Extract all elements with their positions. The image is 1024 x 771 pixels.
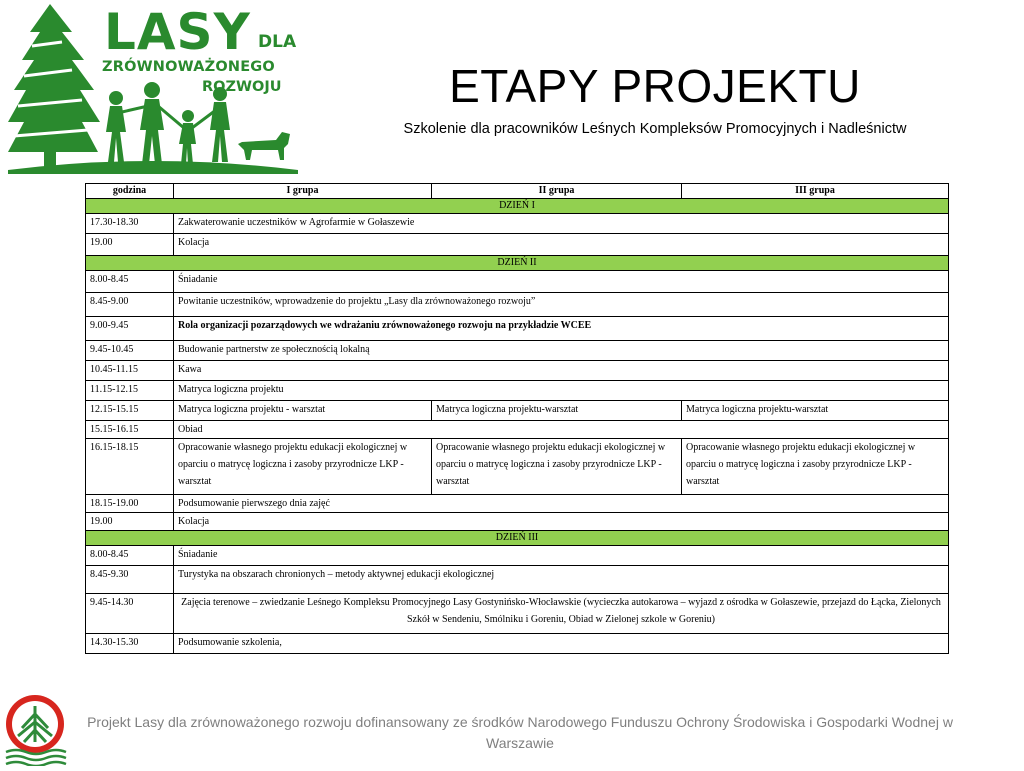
activity-cell-all-groups: Kolacja — [174, 513, 949, 531]
time-cell: 9.45-10.45 — [86, 341, 174, 361]
table-row — [86, 439, 949, 495]
table-row — [86, 546, 949, 566]
activity-cell-group-2: Opracowanie własnego projektu edukacji ekologicznej w oparciu o matrycę logiczna i zasoby przyrodnicze LKP -warsztat — [432, 439, 682, 495]
activity-cell-group-3: Matryca logiczna projektu-warsztat — [682, 401, 949, 421]
table-row — [86, 421, 949, 439]
day-label: DZIEŃ I — [86, 199, 949, 214]
lasy-logo — [2, 2, 302, 174]
table-row — [86, 341, 949, 361]
schedule-table — [85, 183, 949, 654]
activity-cell-all-groups: Turystyka na obszarach chronionych – metody aktywnej edukacji ekologicznej — [174, 566, 949, 594]
table-row — [86, 401, 949, 421]
day-header-row — [86, 531, 949, 546]
table-row — [86, 293, 949, 317]
logo-word-lasy: LASY — [104, 3, 251, 61]
nfosigw-logo — [2, 694, 68, 766]
time-cell: 17.30-18.30 — [86, 214, 174, 234]
logo-word-dla: DLA — [258, 32, 297, 52]
activity-cell-all-groups: Śniadanie — [174, 271, 949, 293]
time-cell: 9.45-14.30 — [86, 594, 174, 634]
page-subtitle: Szkolenie dla pracowników Leśnych Kompleksów Promocyjnych i Nadleśnictw — [403, 121, 907, 137]
table-row — [86, 214, 949, 234]
table-row — [86, 513, 949, 531]
column-header-group-2: II grupa — [432, 184, 682, 199]
logo-word-zrownowazonego: ZRÓWNOWAŻONEGO — [102, 59, 275, 75]
activity-cell-all-groups: Kawa — [174, 361, 949, 381]
day-header-row — [86, 256, 949, 271]
time-cell: 16.15-18.15 — [86, 439, 174, 495]
table-row — [86, 234, 949, 256]
time-cell: 11.15-12.15 — [86, 381, 174, 401]
activity-cell-all-groups: Podsumowanie pierwszego dnia zajęć — [174, 495, 949, 513]
day-label: DZIEŃ III — [86, 531, 949, 546]
fund-emblem-icon — [2, 694, 68, 766]
time-cell: 8.00-8.45 — [86, 546, 174, 566]
activity-cell-all-groups: Podsumowanie szkolenia, — [174, 634, 949, 654]
time-cell: 9.00-9.45 — [86, 317, 174, 341]
time-cell: 10.45-11.15 — [86, 361, 174, 381]
column-header-group-3: III grupa — [682, 184, 949, 199]
table-row — [86, 634, 949, 654]
time-cell: 19.00 — [86, 513, 174, 531]
column-header-time: godzina — [86, 184, 174, 199]
day-header-row — [86, 199, 949, 214]
activity-cell-all-groups: Matryca logiczna projektu — [174, 381, 949, 401]
activity-cell-all-groups: Rola organizacji pozarządowych we wdrażaniu zrównoważonego rozwoju na przykładzie WCEE — [174, 317, 949, 341]
activity-cell-group-1: Matryca logiczna projektu - warsztat — [174, 401, 432, 421]
table-row — [86, 381, 949, 401]
activity-cell-all-groups: Kolacja — [174, 234, 949, 256]
time-cell: 14.30-15.30 — [86, 634, 174, 654]
page-title: ETAPY PROJEKTU — [449, 60, 861, 112]
activity-cell-all-groups: Powitanie uczestników, wprowadzenie do projektu „Lasy dla zrównoważonego rozwoju” — [174, 293, 949, 317]
time-cell: 19.00 — [86, 234, 174, 256]
column-header-group-1: I grupa — [174, 184, 432, 199]
table-row — [86, 317, 949, 341]
time-cell: 8.45-9.00 — [86, 293, 174, 317]
time-cell: 18.15-19.00 — [86, 495, 174, 513]
table-row — [86, 361, 949, 381]
day-label: DZIEŃ II — [86, 256, 949, 271]
activity-cell-all-groups: Zajęcia terenowe – zwiedzanie Leśnego Kompleksu Promocyjnego Lasy Gostynińsko-Włocławskie (wycieczka autokarowa – wyjazd z ośrodka w Gołaszewie, przejazd do Łącka, Zielonych Szkół w Sendeniu, Smólniku i Goreniu, Obiad w Zielonej szkole w Goreniu) — [174, 594, 949, 634]
activity-cell-all-groups: Obiad — [174, 421, 949, 439]
activity-cell-all-groups: Zakwaterowanie uczestników w Agrofarmie w Gołaszewie — [174, 214, 949, 234]
footer-funding-note: Projekt Lasy dla zrównoważonego rozwoju dofinansowany ze środków Narodowego Funduszu Ochrony Środowiska i Gospodarki Wodnej w Warszawie — [87, 714, 953, 751]
time-cell: 12.15-15.15 — [86, 401, 174, 421]
time-cell: 8.45-9.30 — [86, 566, 174, 594]
activity-cell-all-groups: Budowanie partnerstw ze społecznością lokalną — [174, 341, 949, 361]
logo-word-rozwoju: ROZWOJU — [202, 79, 282, 95]
table-header-row — [86, 184, 949, 199]
time-cell: 15.15-16.15 — [86, 421, 174, 439]
activity-cell-all-groups: Śniadanie — [174, 546, 949, 566]
activity-cell-group-1: Opracowanie własnego projektu edukacji ekologicznej w oparciu o matrycę logiczna i zasoby przyrodnicze LKP -warsztat — [174, 439, 432, 495]
activity-cell-group-3: Opracowanie własnego projektu edukacji ekologicznej w oparciu o matrycę logiczna i zasoby przyrodnicze LKP -warsztat — [682, 439, 949, 495]
activity-cell-group-2: Matryca logiczna projektu-warsztat — [432, 401, 682, 421]
table-row — [86, 271, 949, 293]
table-row — [86, 495, 949, 513]
time-cell: 8.00-8.45 — [86, 271, 174, 293]
table-row — [86, 566, 949, 594]
table-row — [86, 594, 949, 634]
schedule-body — [86, 199, 949, 654]
